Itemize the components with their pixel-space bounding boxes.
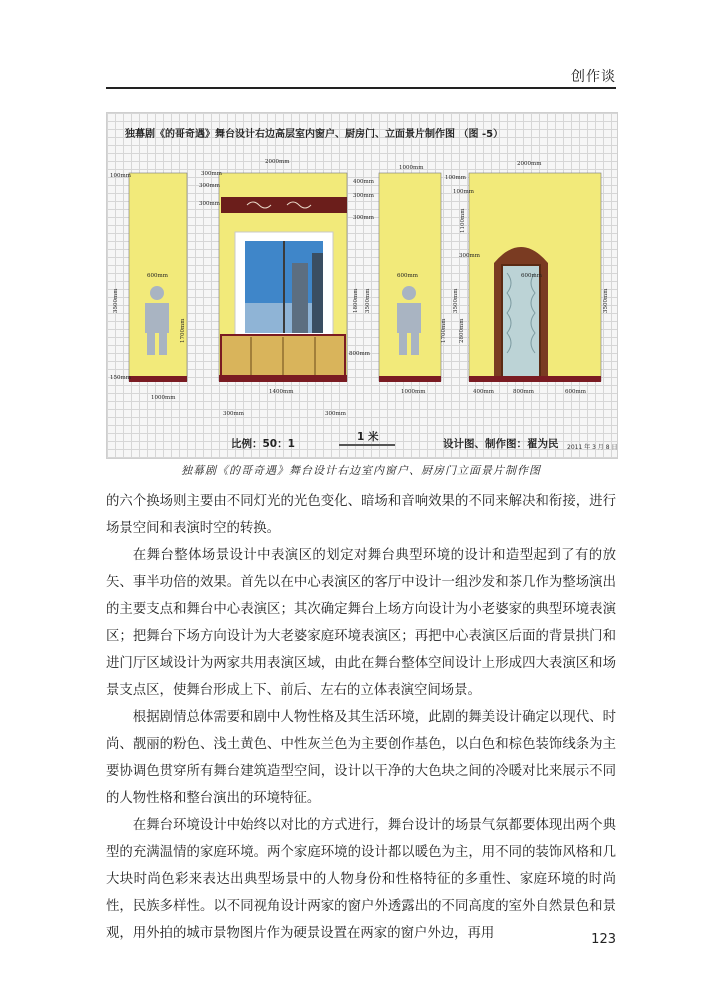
dim-label: 100mm <box>445 175 466 181</box>
dim-label: 1000mm <box>399 165 424 171</box>
figure-title: 独幕剧《的哥奇遇》舞台设计右边高层室内窗户、厨房门、立面景片制作图 （图 -5） <box>125 129 504 140</box>
dim-label: 1700mm <box>441 318 447 343</box>
dim-label: 3500mm <box>603 288 609 313</box>
scale-label: 比例：50：1 <box>231 438 295 450</box>
dim-label: 300mm <box>201 171 222 177</box>
dim-label: 150mm <box>110 375 131 381</box>
dim-label: 600mm <box>147 273 168 279</box>
dim-label: 800mm <box>513 389 534 395</box>
dim-label: 300mm <box>223 411 244 417</box>
dim-label: 1100mm <box>460 208 466 233</box>
dim-label: 300mm <box>353 193 374 199</box>
paragraph: 在舞台整体场景设计中表演区的划定对舞台典型环境的设计和造型起到了有的放矢、事半功倍的效果。首先以在中心表演区的客厅中设计一组沙发和茶几作为整场演出的主要支点和舞台中心表演区；其次确定舞台上场方向设计为小老婆家的典型环境表演区；把舞台下场方向设计为大老婆家庭环境表演区；再把中心表演区后面的背景拱门和进门厅区域设计为两家共用表演区域，由此在舞台整体空间设计上形成四大表演区和场景支点区，使舞台形成上下、前后、左右的立体表演空间场景。 <box>106 548 616 698</box>
dim-label: 3500mm <box>113 288 119 313</box>
dim-label: 600mm <box>521 273 542 279</box>
window-panel <box>219 173 347 382</box>
figure-credit: 设计图、制作图：翟为民 <box>443 438 559 450</box>
header-divider <box>106 87 616 89</box>
dim-label: 100mm <box>453 189 474 195</box>
dim-label: 1800mm <box>353 288 359 313</box>
dim-label: 600mm <box>397 273 418 279</box>
page-number: 123 <box>591 932 616 947</box>
dim-label: 400mm <box>353 179 374 185</box>
dim-label: 100mm <box>110 173 131 179</box>
dim-label: 400mm <box>473 389 494 395</box>
paragraph: 的六个换场则主要由不同灯光的光色变化、暗场和音响效果的不同来解决和衔接，进行场景空间和表演时空的转换。 <box>106 494 616 536</box>
dim-label: 2800mm <box>459 318 465 343</box>
dim-label: 300mm <box>199 183 220 189</box>
figure-caption: 独幕剧《的哥奇遇》舞台设计右边室内窗户、厨房门立面景片制作图 <box>181 464 541 477</box>
dim-label: 300mm <box>459 253 480 259</box>
dim-label: 300mm <box>325 411 346 417</box>
dim-label: 3500mm <box>365 288 371 313</box>
dim-label: 300mm <box>199 201 220 207</box>
dim-label: 600mm <box>565 389 586 395</box>
dim-label: 2000mm <box>517 161 542 167</box>
section-label: 创作谈 <box>571 69 616 85</box>
article-body <box>106 488 616 947</box>
scale-bar-label: 1 米 <box>357 431 379 443</box>
dim-label: 3500mm <box>453 288 459 313</box>
paragraph: 在舞台环境设计中始终以对比的方式进行，舞台设计的场景气氛都要体现出两个典型的充满温情的家庭环境。两个家庭环境的设计都以暖色为主，用不同的装饰风格和几大块时尚色彩来表达出典型场景中的人物身份和性格特征的多重性、家庭环境的时尚性，民族多样性。以不同视角设计两家的窗户外透露出的不同高度的室外自然景色和景观，用外拍的城市景物图片作为硬景设置在两家的窗户外边，再用 <box>106 818 616 941</box>
dim-label: 1000mm <box>151 395 176 401</box>
stage-design-figure <box>106 112 618 459</box>
dim-label: 300mm <box>353 215 374 221</box>
figure-date: 2011 年 3 月 8 日 <box>567 444 618 451</box>
paragraph: 根据剧情总体需要和剧中人物性格及其生活环境，此剧的舞美设计确定以现代、时尚、靓丽的粉色、浅土黄色、中性灰兰色为主要创作基色，以白色和棕色装饰线条为主要协调色贯穿所有舞台建筑造型空间，设计以干净的大色块之间的冷暖对比来展示不同的人物性格和整台演出的环境特征。 <box>106 710 616 806</box>
dim-label: 1400mm <box>269 389 294 395</box>
scale-bar <box>339 444 395 446</box>
dim-label: 1700mm <box>180 318 186 343</box>
dim-label: 1000mm <box>401 389 426 395</box>
dim-label: 2000mm <box>265 159 290 165</box>
dim-label: 800mm <box>349 351 370 357</box>
